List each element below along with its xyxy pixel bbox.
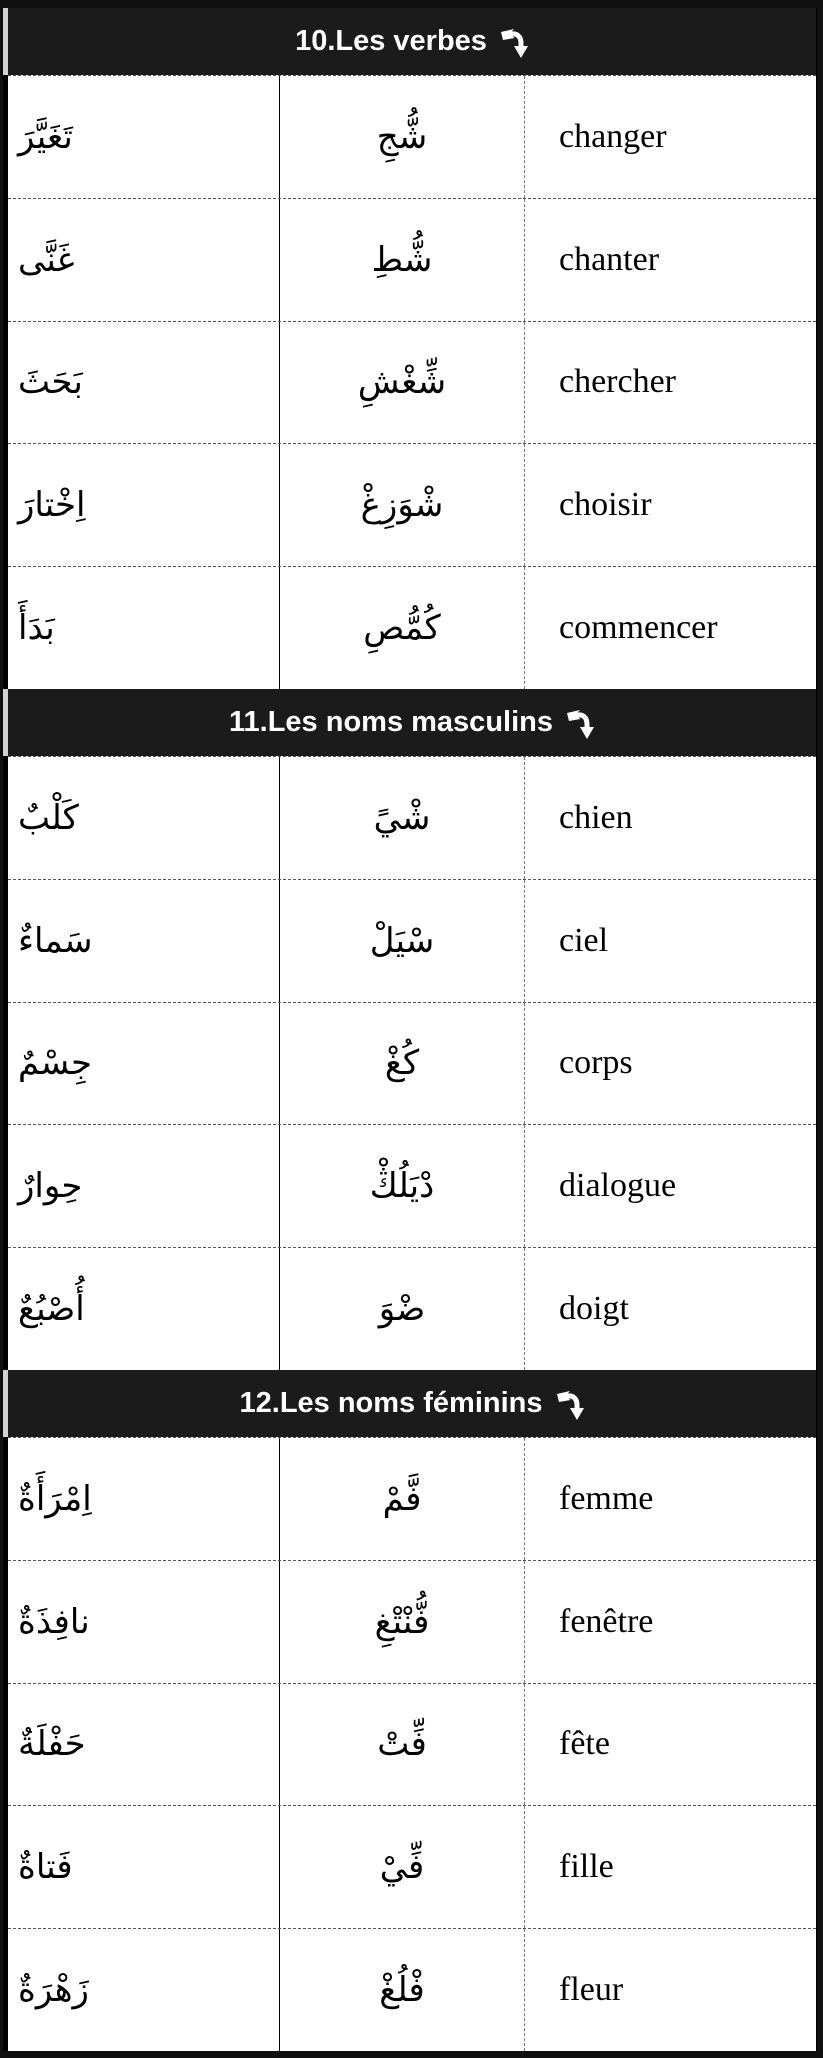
arabic-word-cell: كَلْبٌ	[8, 757, 280, 879]
dialect-word-cell: ضْوَ	[280, 1248, 525, 1370]
table-row	[8, 879, 816, 1002]
arabic-word-cell: بَدَأَ	[8, 567, 280, 689]
arabic-word-cell: اِمْرَأَةٌ	[8, 1438, 280, 1560]
french-word-cell: ciel	[559, 921, 609, 959]
section-header-noms-feminins	[3, 1370, 816, 1437]
dialect-word-cell: شْوَزِغْ	[280, 444, 525, 566]
section-body-noms-masculins	[3, 756, 816, 1370]
dialect-word-cell: فُّنْتْغِ	[280, 1561, 525, 1683]
french-word-cell: changer	[559, 117, 667, 155]
dialect-word-cell: فَّمْ	[280, 1438, 525, 1560]
section-title: 11.Les noms masculins	[229, 706, 553, 738]
arabic-word-cell: زَهْرَةٌ	[8, 1929, 280, 2051]
dialect-word-cell: شْيًَ	[280, 757, 525, 879]
table-row	[8, 566, 816, 689]
section-body-verbes	[3, 75, 816, 689]
table-row	[8, 1805, 816, 1928]
table-row	[8, 1560, 816, 1683]
arabic-word-cell: جِسْمٌ	[8, 1003, 280, 1125]
section-header-verbes	[3, 8, 816, 75]
section-title: 12.Les noms féminins	[239, 1387, 543, 1419]
table-row	[8, 1002, 816, 1125]
arabic-word-cell: بَحَثَ	[8, 322, 280, 444]
arabic-word-cell: فَتاةٌ	[8, 1806, 280, 1928]
table-row	[8, 443, 816, 566]
french-word-cell: dialogue	[559, 1167, 677, 1205]
curved-down-arrow-icon	[555, 1390, 585, 1422]
dialect-word-cell: دْيَلُڭْ	[280, 1125, 525, 1247]
dialect-word-cell: فْلُغْ	[280, 1929, 525, 2051]
table-row	[8, 1683, 816, 1806]
curved-down-arrow-icon	[499, 28, 529, 60]
french-word-cell: choisir	[559, 486, 652, 524]
dialect-word-cell: فِّيْ	[280, 1806, 525, 1928]
arabic-word-cell: غَنَّى	[8, 199, 280, 321]
table-row	[8, 75, 816, 198]
french-word-cell: chanter	[559, 240, 660, 278]
table-row	[8, 321, 816, 444]
dialect-word-cell: فِّتْ	[280, 1684, 525, 1806]
arabic-word-cell: تَغَيَّرَ	[8, 76, 280, 198]
table-row	[8, 198, 816, 321]
french-word-cell: fleur	[559, 1971, 624, 2009]
table-row	[8, 756, 816, 879]
arabic-word-cell: نافِذَةٌ	[8, 1561, 280, 1683]
dialect-word-cell: شِّغْشِ	[280, 322, 525, 444]
french-word-cell: chercher	[559, 363, 677, 401]
table-row	[8, 1437, 816, 1560]
dialect-word-cell: شُّجِ	[280, 76, 525, 198]
french-word-cell: corps	[559, 1044, 633, 1082]
curved-down-arrow-icon	[565, 709, 595, 741]
table-row	[8, 1124, 816, 1247]
french-word-cell: chien	[559, 798, 633, 836]
dialect-word-cell: كُمُّصِ	[280, 567, 525, 689]
section-title: 10.Les verbes	[295, 25, 487, 57]
french-word-cell: doigt	[559, 1290, 629, 1328]
arabic-word-cell: حِوارٌ	[8, 1125, 280, 1247]
arabic-word-cell: سَماءٌ	[8, 880, 280, 1002]
dialect-word-cell: شُّطِ	[280, 199, 525, 321]
vocabulary-table	[3, 8, 817, 2051]
dialect-word-cell: كُغْ	[280, 1003, 525, 1125]
french-word-cell: femme	[559, 1479, 654, 1517]
french-word-cell: fille	[559, 1848, 614, 1886]
french-word-cell: commencer	[559, 609, 718, 647]
arabic-word-cell: حَفْلَةٌ	[8, 1684, 280, 1806]
table-row	[8, 1247, 816, 1370]
section-header-noms-masculins	[3, 689, 816, 756]
french-word-cell: fête	[559, 1725, 610, 1763]
arabic-word-cell: أُصْبُعٌ	[8, 1248, 280, 1370]
arabic-word-cell: اِخْتارَ	[8, 444, 280, 566]
section-body-noms-feminins	[3, 1437, 816, 2051]
dialect-word-cell: سْيَلْ	[280, 880, 525, 1002]
table-row	[8, 1928, 816, 2051]
french-word-cell: fenêtre	[559, 1602, 654, 1640]
